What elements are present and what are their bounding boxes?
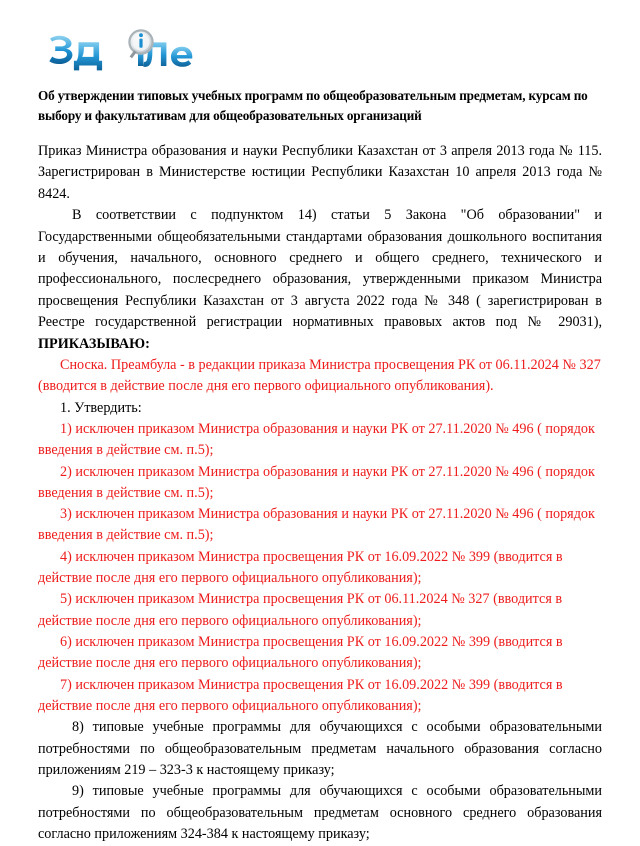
- list-item: 2) исключен приказом Министра образования и науки РК от 27.11.2020 № 496 ( порядок введения в действие см. п.5);: [38, 463, 595, 501]
- list-item: 7) исключен приказом Министра просвещения РК от 16.09.2022 № 399 (вводится в действие после дня его первого официального опубликования);: [38, 676, 563, 714]
- list-item: 1) исключен приказом Министра образования и науки РК от 27.11.2020 № 496 ( порядок введения в действие см. п.5);: [38, 420, 595, 459]
- adilet-logo-link[interactable]: [38, 24, 198, 78]
- document-footnote: Сноска. Преамбула - в редакции приказа Министра просвещения РК от 06.11.2024 № 327 (вводится в действие после дня его первого официального опубликования).: [38, 357, 601, 395]
- prikazyvayu-keyword: ПРИКАЗЫВАЮ:: [38, 335, 150, 352]
- document-intro: [38, 205, 602, 355]
- list-item: 3) исключен приказом Министра образования и науки РК от 27.11.2020 № 496 ( порядок введения в действие см. п.5);: [38, 506, 595, 544]
- list-item: 4) исключен приказом Министра просвещения РК от 16.09.2022 № 399 (вводится в действие после дня его первого официального опубликования);: [38, 548, 563, 587]
- list-item: 8) типовые учебные программы для обучающихся с особыми образовательными потребностями по общеобразовательным предметам начального образования согласно приложениям 219 – 323-3 к настоящему приказу;: [38, 719, 602, 778]
- site-logo-area: [38, 0, 602, 86]
- list-item: 9) типовые учебные программы для обучающихся с особыми образовательными потребностями по общеобразовательным предметам основного среднего образования согласно приложениям 324-384 к настоящему приказу;: [38, 783, 602, 843]
- intro-text: В соответствии с подпунктом 14) статьи 5 Закона "Об образовании" и Государственными общеобязательными стандартами образования дошкольного воспитания и обучения, начального, основного среднего и общего среднего, технического и профессионального, послесреднего образования, утвержденными приказом Министра просвещения Республики Казахстан от 3 августа 2022 года № 348 ( зарегистрирован в Реестре государственной регистрации нормативных правовых актов под № 29031),: [38, 207, 602, 331]
- approve-header: 1. Утвердить:: [60, 399, 142, 416]
- list-item: 5) исключен приказом Министра просвещения РК от 06.11.2024 № 327 (вводится в действие после дня его первого официального опубликования);: [38, 591, 563, 629]
- document-title: Об утверждении типовых учебных программ по общеобразовательным предметам, курсам по выбору и факультативам для общеобразовательных организаций: [38, 88, 588, 123]
- list-item: 6) исключен приказом Министра просвещения РК от 16.09.2022 № 399 (вводится в действие после дня его первого официального опубликования);: [38, 633, 563, 672]
- document-preamble: Приказ Министра образования и науки Республики Казахстан от 3 апреля 2013 года № 115. Зарегистрирован в Министерстве юстиции Республики Казахстан 10 апреля 2013 года № 8424.: [38, 143, 602, 202]
- adilet-logo-icon: [38, 24, 198, 78]
